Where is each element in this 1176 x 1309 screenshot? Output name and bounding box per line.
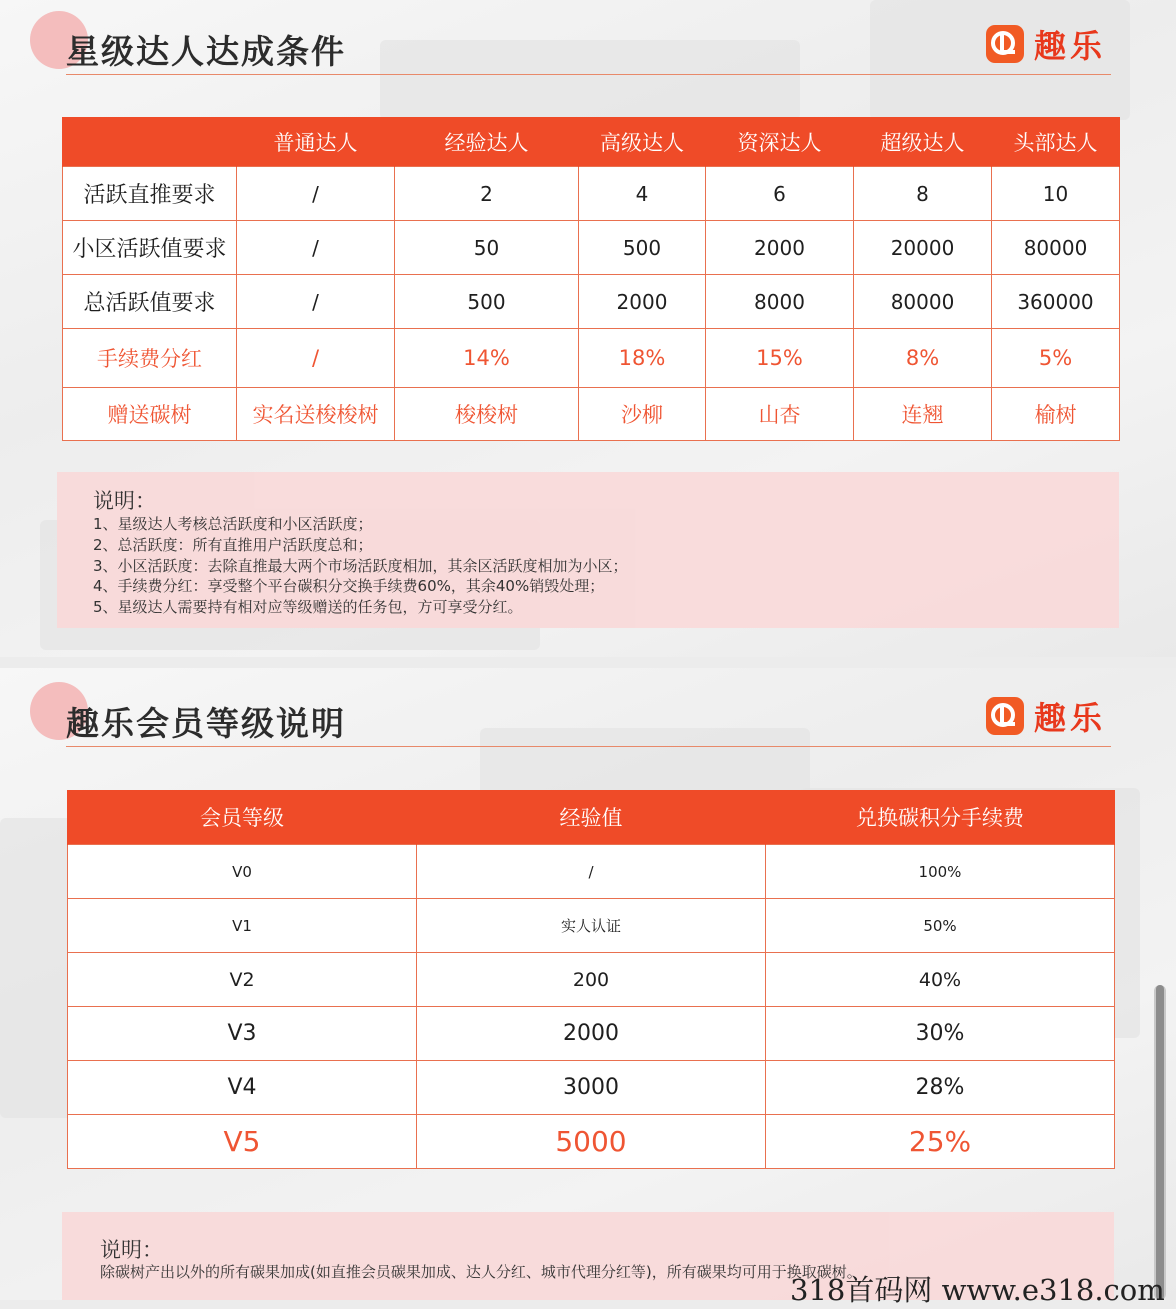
table-cell: 50% bbox=[766, 899, 1115, 953]
row-label: 手续费分红 bbox=[63, 329, 237, 388]
star-conditions-table bbox=[62, 117, 1120, 441]
row-label: 活跃直推要求 bbox=[63, 167, 237, 221]
title-divider bbox=[66, 746, 1111, 747]
table-cell: 8 bbox=[854, 167, 992, 221]
table-cell: 4 bbox=[579, 167, 706, 221]
notes-title: 说明： bbox=[100, 1238, 163, 1262]
background-shape bbox=[380, 40, 800, 120]
header-cell: 经验值 bbox=[417, 790, 766, 845]
table-row bbox=[68, 899, 1115, 953]
watermark-text: 318首码网 www.e318.com bbox=[790, 1273, 1165, 1307]
table-cell: 80000 bbox=[992, 221, 1120, 275]
table-cell: / bbox=[417, 845, 766, 899]
table-cell: 实名送梭梭树 bbox=[237, 388, 395, 441]
table-header-row bbox=[63, 117, 1120, 167]
header-cell: 资深达人 bbox=[706, 117, 854, 167]
table-cell: 100% bbox=[766, 845, 1115, 899]
table-cell: 360000 bbox=[992, 275, 1120, 329]
table-row bbox=[63, 275, 1120, 329]
table-cell: 3000 bbox=[417, 1061, 766, 1115]
notes-line: 5、星级达人需要持有相对应等级赠送的任务包，方可享受分红。 bbox=[93, 598, 523, 616]
header-cell: 经验达人 bbox=[395, 117, 579, 167]
header-cell: 兑换碳积分手续费 bbox=[766, 790, 1115, 845]
row-label: 小区活跃值要求 bbox=[63, 221, 237, 275]
table-row bbox=[63, 167, 1120, 221]
table-cell: 沙柳 bbox=[579, 388, 706, 441]
table-cell: 2 bbox=[395, 167, 579, 221]
table-cell: 2000 bbox=[579, 275, 706, 329]
table-cell: 25% bbox=[766, 1115, 1115, 1169]
table-row bbox=[68, 1115, 1115, 1169]
header-cell: 超级达人 bbox=[854, 117, 992, 167]
page-title: 趣乐会员等级说明 bbox=[66, 704, 346, 743]
table-row bbox=[68, 845, 1115, 899]
table-cell: 连翘 bbox=[854, 388, 992, 441]
table-cell: 山杏 bbox=[706, 388, 854, 441]
table-cell: / bbox=[237, 329, 395, 388]
table-row bbox=[63, 221, 1120, 275]
table-cell: 2000 bbox=[417, 1007, 766, 1061]
table-header-row bbox=[68, 790, 1115, 845]
notes-line: 1、星级达人考核总活跃度和小区活跃度； bbox=[93, 515, 373, 533]
table-cell: 5% bbox=[992, 329, 1120, 388]
table-cell: V2 bbox=[68, 953, 417, 1007]
table-cell: 30% bbox=[766, 1007, 1115, 1061]
brand-logo-icon bbox=[986, 697, 1024, 735]
table-cell: V4 bbox=[68, 1061, 417, 1115]
table-row bbox=[68, 1061, 1115, 1115]
row-label: 总活跃值要求 bbox=[63, 275, 237, 329]
table-cell: V1 bbox=[68, 899, 417, 953]
brand-logo bbox=[986, 693, 1106, 739]
brand-logo-text: 趣乐 bbox=[1034, 699, 1107, 737]
title-divider bbox=[66, 74, 1111, 75]
table-cell: 5000 bbox=[417, 1115, 766, 1169]
notes-line: 4、手续费分红：享受整个平台碳积分交换手续费60%，其余40%销毁处理； bbox=[93, 577, 605, 595]
table-cell: / bbox=[237, 167, 395, 221]
table-cell: 8000 bbox=[706, 275, 854, 329]
table-cell: 500 bbox=[579, 221, 706, 275]
table-cell: / bbox=[237, 221, 395, 275]
notes-title: 说明： bbox=[93, 489, 156, 513]
table-cell: 2000 bbox=[706, 221, 854, 275]
table-cell: 梭梭树 bbox=[395, 388, 579, 441]
brand-logo-icon bbox=[986, 25, 1024, 63]
header-cell: 普通达人 bbox=[237, 117, 395, 167]
header-cell bbox=[63, 117, 237, 167]
table-row bbox=[68, 953, 1115, 1007]
table-row bbox=[63, 388, 1120, 441]
page-title: 星级达人达成条件 bbox=[66, 32, 346, 71]
table-cell: / bbox=[237, 275, 395, 329]
brand-logo-text: 趣乐 bbox=[1034, 27, 1107, 65]
table-row bbox=[68, 1007, 1115, 1061]
table-cell: 18% bbox=[579, 329, 706, 388]
table-cell: 40% bbox=[766, 953, 1115, 1007]
table-cell: 200 bbox=[417, 953, 766, 1007]
table-cell: V0 bbox=[68, 845, 417, 899]
header-cell: 头部达人 bbox=[992, 117, 1120, 167]
table-cell: 10 bbox=[992, 167, 1120, 221]
table-cell: 20000 bbox=[854, 221, 992, 275]
table-cell: 榆树 bbox=[992, 388, 1120, 441]
table-cell: 6 bbox=[706, 167, 854, 221]
notes-line: 除碳树产出以外的所有碳果加成(如直推会员碳果加成、达人分红、城市代理分红等)，所有碳果均可用于换取碳树。 bbox=[100, 1263, 862, 1281]
table-cell: 80000 bbox=[854, 275, 992, 329]
table-cell: 28% bbox=[766, 1061, 1115, 1115]
notes-line: 2、总活跃度：所有直推用户活跃度总和； bbox=[93, 536, 373, 554]
table-cell: 8% bbox=[854, 329, 992, 388]
table-cell: 50 bbox=[395, 221, 579, 275]
notes-box bbox=[57, 472, 1119, 628]
table-cell: V3 bbox=[68, 1007, 417, 1061]
member-levels-table bbox=[67, 790, 1115, 1169]
table-cell: 实人认证 bbox=[417, 899, 766, 953]
brand-logo bbox=[986, 21, 1106, 67]
header-cell: 会员等级 bbox=[68, 790, 417, 845]
table-cell: V5 bbox=[68, 1115, 417, 1169]
table-cell: 15% bbox=[706, 329, 854, 388]
table-cell: 14% bbox=[395, 329, 579, 388]
row-label: 赠送碳树 bbox=[63, 388, 237, 441]
header-cell: 高级达人 bbox=[579, 117, 706, 167]
notes-line: 3、小区活跃度：去除直推最大两个市场活跃度相加，其余区活跃度相加为小区； bbox=[93, 557, 628, 575]
table-cell: 500 bbox=[395, 275, 579, 329]
scrollbar-thumb[interactable] bbox=[1156, 985, 1164, 1300]
table-row bbox=[63, 329, 1120, 388]
